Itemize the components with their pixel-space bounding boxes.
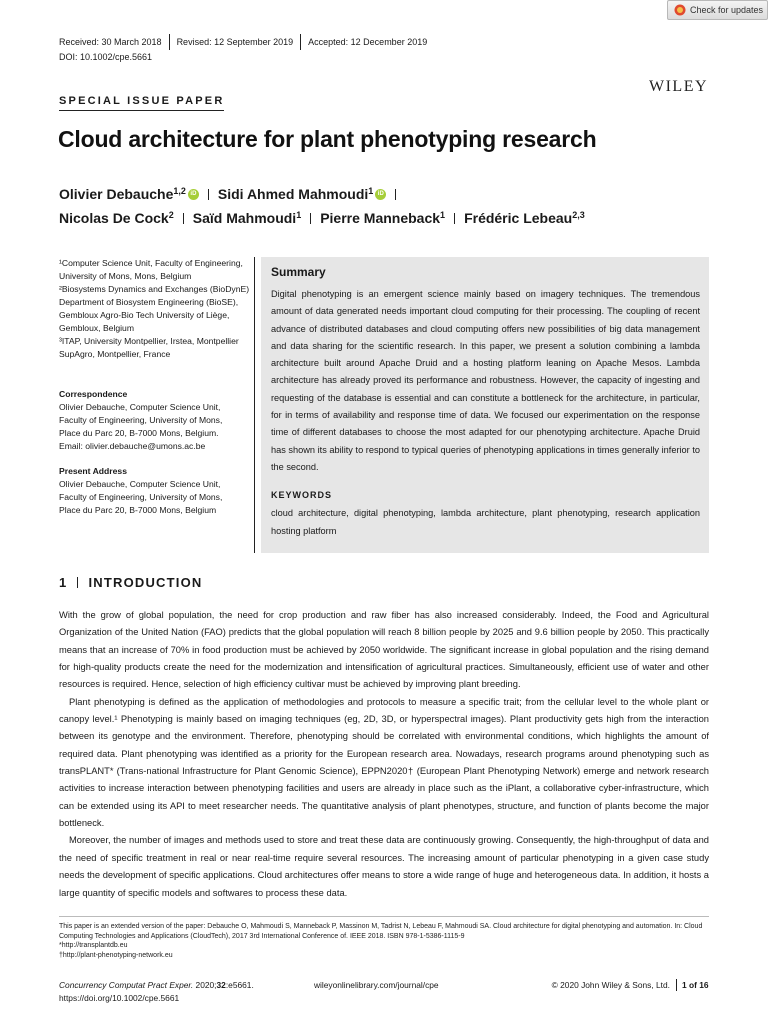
- correspondence-line: Olivier Debauche, Computer Science Unit,: [59, 402, 221, 412]
- author[interactable]: Olivier Debauche$^{1,2}$: [59, 186, 186, 202]
- summary-box: [261, 257, 709, 553]
- author-list-line-2: [59, 210, 585, 226]
- correspondence-line: Faculty of Engineering, University of Mons,: [59, 415, 223, 425]
- divider: [310, 213, 311, 224]
- accepted-date: Accepted: 12 December 2019: [308, 37, 428, 47]
- revised-date: Revised: 12 September 2019: [176, 37, 294, 47]
- doi: DOI: 10.1002/cpe.5661: [59, 52, 153, 62]
- footnote-rule: [59, 916, 709, 917]
- present-address-heading: Present Address: [59, 466, 127, 476]
- keywords-heading: KEYWORDS: [271, 490, 333, 501]
- received-date: Received: 30 March 2018: [59, 37, 162, 47]
- check-for-updates-button[interactable]: [667, 0, 768, 20]
- present-address-line: Olivier Debauche, Computer Science Unit,: [59, 479, 221, 489]
- divider: [395, 189, 396, 200]
- author[interactable]: Pierre Manneback$^1$: [320, 210, 446, 226]
- summary-heading: Summary: [271, 265, 326, 279]
- correspondence: [59, 388, 251, 453]
- history-dates: [59, 35, 427, 49]
- paragraph: With the grow of global population, the need for crop production and raw fiber has also increased considerably. Indeed, the Food and Agricultural Organization of the United Nation (FAO) predicts that the global population will reach 8 billion people by 2025 and 9.6 billion people by 2050. This practically means that an increase of 70% in food production must be achieved by 2050 worldwide. The significant increase in global population and the rising demand for high-quality products create the need for the modernization and intensification of agricultural practices. Simultaneously, efficient use of water and other resources is required. Hence, selection of high efficiency cultivar must be achieved by improving plant breeding.: [59, 610, 709, 690]
- affiliation: ¹Computer Science Unit, Faculty of Engineering, University of Mons, Mons, Belgium: [59, 258, 243, 281]
- column-divider: [254, 257, 255, 553]
- copyright: © 2020 John Wiley & Sons, Ltd.: [551, 980, 670, 990]
- affiliation: ³ITAP, University Montpellier, Irstea, Montpellier SupAgro, Montpellier, France: [59, 336, 239, 359]
- divider: [77, 577, 78, 588]
- orcid-icon[interactable]: iD: [375, 189, 386, 200]
- affiliations: [59, 257, 251, 361]
- footnote: This paper is an extended version of the paper: Debauche O, Mahmoudi S, Manneback P, Massinon M, Tadrist N, Lebeau F, Mahmoudi SA. Cloud architecture for digital phenotyping and automation. In: Cloud Computing Technologies and Applications (CloudTech), 2017 3rd International Conference of. IEEE 2018. ISBN 978-1-5386-1115-9: [59, 923, 703, 940]
- present-address-line: Faculty of Engineering, University of Mons,: [59, 492, 223, 502]
- paragraph: Plant phenotyping is defined as the application of methodologies and protocols to measure a specific trait; from the cellular level to the whole plant or canopy level.¹ Phenotyping is mainly based on imaging techniques (eg, 2D, 3D, or hyperspectral images). Plant productivity gets high from the interaction between its genotype and the environment. Therefore, phenotyping should be correlated with environmental conditions, which highlights the amount of required data. Plant phenotyping was identified as a priority for the European research area. Nowadays, research programs around phenotyping such as transPLANT* (Trans-national Infrastructure for Plant Genomic Science), EPPN2020† (European Plant Phenotyping Network) emerge and network research activities to increase interaction between phenotyping facilities and users are already in place such as the iPlant, a collaborative cyber-infrastructure, which can be extended using its API to meet researcher needs. The quantitative analysis of plant phenotypes, structure, and function of plants become the major bottleneck.: [59, 696, 709, 829]
- page-number: 1 of 16: [682, 980, 709, 990]
- section-heading: [59, 575, 203, 590]
- divider: [169, 34, 170, 50]
- footnote-link[interactable]: *http://transplantdb.eu: [59, 942, 128, 950]
- page-footer: [59, 979, 709, 1005]
- author[interactable]: Saïd Mahmoudi$^1$: [192, 210, 302, 226]
- body-text: [59, 607, 709, 902]
- correspondence-line: Place du Parc 20, B-7000 Mons, Belgium.: [59, 428, 219, 438]
- divider: [208, 189, 209, 200]
- author[interactable]: Nicolas De Cock$^2$: [59, 210, 174, 226]
- affiliation: ²Biosystems Dynamics and Exchanges (BioDynE) Department of Biosystem Engineering (BioSE), Gembloux Agro-Bio Tech University of Liège, Gembloux, Belgium: [59, 284, 250, 333]
- doi-link[interactable]: https://doi.org/10.1002/cpe.5661: [59, 993, 180, 1003]
- footnote-link[interactable]: †http://plant-phenotyping-network.eu: [59, 951, 173, 959]
- divider: [454, 213, 455, 224]
- summary-text: Digital phenotyping is an emergent science mainly based on imagery techniques. The tremendous amount of data generated needs important cloud computing for their processing. The coupling of recent advance of distributed databases and cloud computing offers new possibilities of big data management and data sharing for the scientific research. In this paper, we present a solution combining a lambda architecture built around Apache Druid and a hosting platform leaning on Apache Mesos. Lambda architecture has already proved its performance and robustness. However, the capacity of ingesting and requesting of the database is essential and can constitute a bottleneck for the architecture, in particular, for in terms of availability and response time of data. We focused our experimentation on the response time of different databases to choose the most adapted for our phenotyping architecture. Apache Druid has shown its ability to respond to typical queries of phenotyping applications in times generally inferior to the second.: [271, 289, 700, 472]
- section-number: 1: [59, 575, 68, 590]
- present-address-line: Place du Parc 20, B-7000 Mons, Belgium: [59, 505, 217, 515]
- publisher-logo: WILEY: [649, 78, 709, 95]
- correspondence-email[interactable]: Email: olivier.debauche@umons.ac.be: [59, 441, 206, 451]
- divider: [676, 979, 677, 991]
- author[interactable]: Frédéric Lebeau$^{2,3}$: [464, 210, 585, 226]
- author[interactable]: Sidi Ahmed Mahmoudi$^1$: [217, 186, 374, 202]
- keywords: cloud architecture, digital phenotyping, lambda architecture, plant phenotyping, research application hosting platform: [271, 508, 700, 536]
- section-title: INTRODUCTION: [88, 575, 203, 590]
- crossmark-icon: [674, 4, 686, 16]
- author-list-line-1: [59, 186, 405, 202]
- journal-citation: Concurrency Computat Pract Exper. 2020;32:e5661.: [59, 980, 254, 990]
- check-for-updates-label: Check for updates: [690, 5, 764, 15]
- article-type: SPECIAL ISSUE PAPER: [59, 95, 224, 111]
- article-title: Cloud architecture for plant phenotyping research: [58, 126, 597, 152]
- paragraph: Moreover, the number of images and methods used to store and treat these data are continuously growing. Consequently, the high-throughput of data and the need of specific treatment in real or near real-time require several resources. The increasing amount of particular phenotyping in a given case study needs the development of specific applications. Cloud architectures offer means to store a wide range of huge and heterogeneous data. In addition, it hosts a large quantity of specific models and softwares to process these data.: [59, 835, 709, 898]
- journal-site-link[interactable]: wileyonlinelibrary.com/journal/cpe: [314, 980, 439, 990]
- present-address: [59, 465, 251, 517]
- correspondence-heading: Correspondence: [59, 389, 128, 399]
- divider: [300, 34, 301, 50]
- footnotes: [59, 922, 709, 960]
- divider: [183, 213, 184, 224]
- orcid-icon[interactable]: iD: [188, 189, 199, 200]
